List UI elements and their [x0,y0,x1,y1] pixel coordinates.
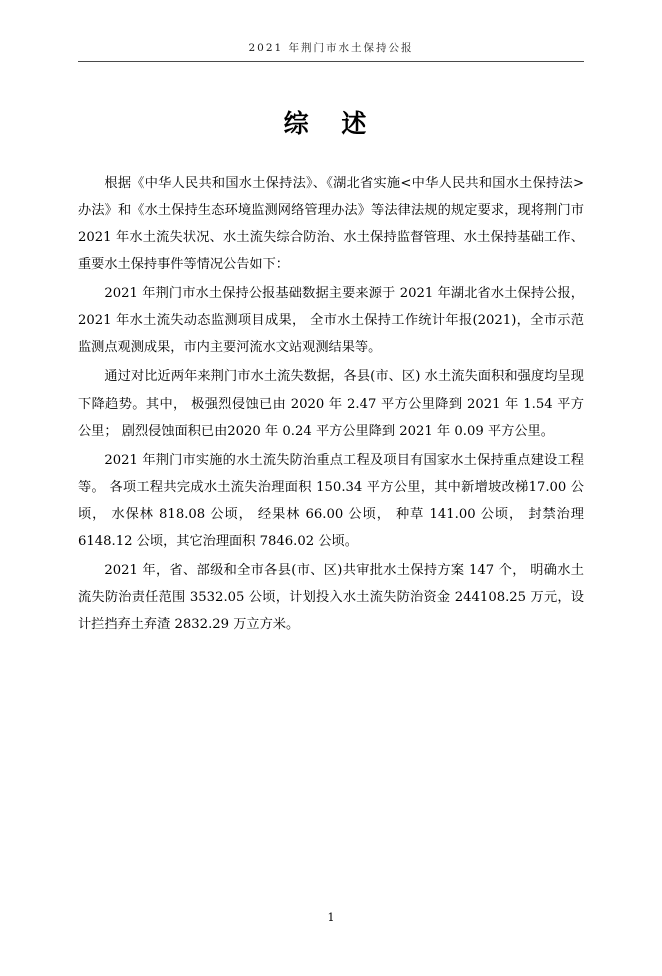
page-header: 2021 年荆门市水土保持公报 [78,40,584,62]
paragraph: 2021 年荆门市水土保持公报基础数据主要来源于 2021 年湖北省水土保持公报，2021 年水土流失动态监测项目成果， 全市水土保持工作统计年报(2021)，全市示范监测点观测成果，市内主要河流水文站观测结果等。 [78,286,584,356]
paragraph: 2021 年，省、部级和全市各县(市、区)共审批水土保持方案 147 个， 明确水土流失防治责任范围 3532.05 公顷，计划投入水土流失防治资金 244108.25 万元，设计拦挡弃土弃渣 2832.29 万立方米。 [78,562,584,632]
document-body [78,170,584,638]
document-page [0,40,662,976]
paragraph: 根据《中华人民共和国水土保持法》、《湖北省实施<中华人民共和国水土保持法>办法》和《水土保持生态环境监测网络管理办法》等法律法规的规定要求，现将荆门市 2021 年水土流失状况、水土流失综合防治、水土保持监督管理、水土保持基础工作、重要水土保持事件等情况公告如下： [78,176,584,273]
paragraph: 通过对比近两年来荆门市水土流失数据，各县(市、区) 水土流失面积和强度均呈现下降趋势。其中， 极强烈侵蚀已由 2020 年 2.47 平方公里降到 2021 年 1.54 平方公里； 剧烈侵蚀面积已由2020 年 0.24 平方公里降到 2021 年 0.09 平方公里。 [78,369,584,439]
page-title: 综 述 [283,109,379,138]
page-number: 1 [327,911,335,924]
paragraph: 2021 年荆门市实施的水土流失防治重点工程及项目有国家水土保持重点建设工程等。 各项工程共完成水土流失治理面积 150.34 平方公里，其中新增坡改梯17.00 公顷， 水保林 818.08 公顷， 经果林 66.00 公顷， 种草 141.00 公顷， 封禁治理 6148.12 公顷，其它治理面积 7846.02 公顷。 [78,452,584,549]
